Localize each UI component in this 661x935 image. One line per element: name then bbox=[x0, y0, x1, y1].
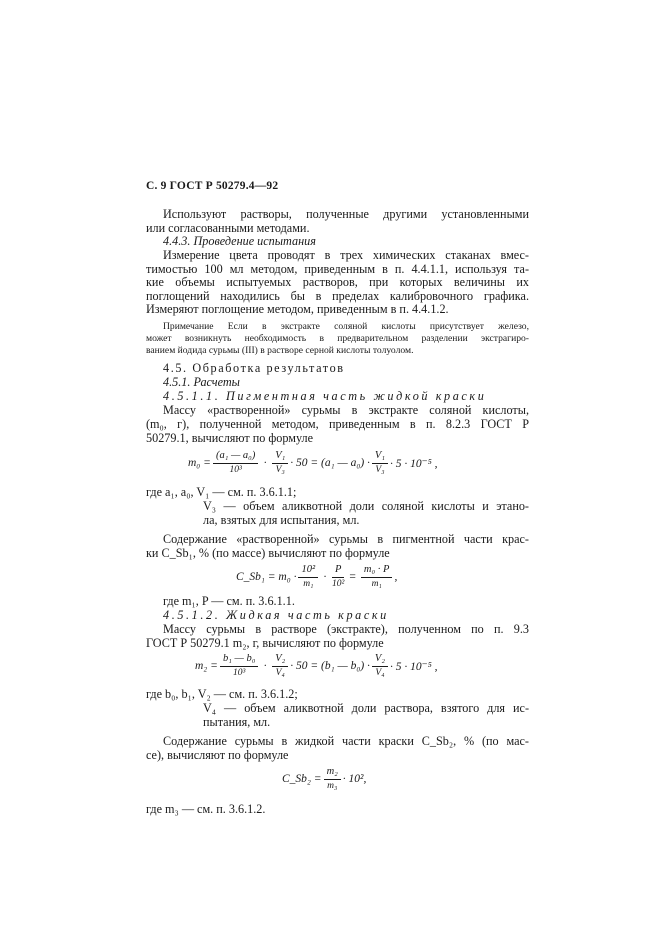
fraction-denominator: m₃ bbox=[327, 781, 338, 791]
formula-part: , bbox=[394, 571, 398, 583]
fraction-denominator: 10³ bbox=[232, 668, 246, 678]
formula-lhs: m₀ = bbox=[188, 457, 211, 469]
fraction bbox=[332, 564, 344, 590]
fraction-denominator: m₁ bbox=[371, 579, 382, 589]
formula-part: · 5 · 10⁻⁵ , bbox=[390, 458, 438, 470]
paragraph-line: где b₀, b₁, V₂ — см. п. 3.6.1.2; bbox=[146, 687, 298, 701]
section-heading: 4.4.3. Проведение испытания bbox=[163, 234, 316, 248]
fraction-denominator: V₃ bbox=[375, 465, 385, 475]
fraction bbox=[372, 450, 388, 476]
formula-lhs: C_Sb₂ = bbox=[282, 773, 322, 785]
fraction-numerator: V₂ bbox=[372, 653, 388, 667]
paragraph-line: Измеряют поглощение методом, приведенным в п. 4.4.1.2. bbox=[146, 302, 449, 316]
formula-part: · 50 = (b₁ — b₀) · bbox=[290, 660, 370, 672]
fraction bbox=[324, 766, 341, 792]
paragraph-line: где a₁, a₀, V₁ — см. п. 3.6.1.1; bbox=[146, 485, 297, 499]
note-line: может возникнуть необходимость в предварительном разделении экстрагиро- bbox=[146, 333, 529, 344]
paragraph-line: пытания, мл. bbox=[203, 715, 271, 729]
section-heading: 4.5.1.1. Пигментная часть жидкой краски bbox=[163, 389, 487, 403]
formula-lhs: C_Sb₁ = m₀ · bbox=[236, 571, 297, 583]
formula-part: · 10², bbox=[342, 773, 367, 785]
paragraph-line: Используют растворы, полученные другими установленными bbox=[163, 207, 529, 221]
fraction-denominator: V₄ bbox=[275, 668, 285, 678]
paragraph-line: где m₃ — см. п. 3.6.1.2. bbox=[146, 802, 266, 816]
paragraph-line: поглощений находились бы в пределах калибровочного графика. bbox=[146, 289, 529, 303]
paragraph-line: тимостью 100 мл методом, приведенным в п. 4.4.1.1, используя та- bbox=[146, 262, 529, 276]
operator: · bbox=[323, 571, 327, 583]
paragraph-line: Измерение цвета проводят в трех химических стаканах вмес- bbox=[163, 248, 529, 262]
fraction bbox=[372, 653, 388, 679]
fraction bbox=[361, 564, 393, 590]
formula-csb1 bbox=[236, 564, 397, 590]
fraction-numerator: V₁ bbox=[272, 450, 288, 464]
fraction-numerator: 10² bbox=[298, 564, 318, 578]
fraction-numerator: m₂ bbox=[324, 766, 341, 780]
fraction-denominator: V₄ bbox=[375, 668, 385, 678]
page-header: С. 9 ГОСТ Р 50279.4—92 bbox=[146, 180, 279, 192]
fraction-numerator: P bbox=[332, 564, 344, 578]
fraction-denominator: V₃ bbox=[275, 465, 285, 475]
note-line: ванием йодида сурьмы (III) в растворе серной кислоты толуолом. bbox=[146, 345, 414, 356]
fraction bbox=[272, 653, 288, 679]
formula-part: · 5 · 10⁻⁵ , bbox=[390, 661, 438, 673]
formula-csb2 bbox=[282, 766, 366, 792]
paragraph-line: се), вычисляют по формуле bbox=[146, 748, 289, 762]
section-heading: 4.5.1.2. Жидкая часть краски bbox=[163, 608, 389, 622]
fraction-numerator: V₂ bbox=[272, 653, 288, 667]
fraction-numerator: (a₁ — a₀) bbox=[213, 450, 258, 464]
fraction-denominator: 10³ bbox=[229, 465, 242, 475]
paragraph-line: V₄ — объем аликвотной доли раствора, взятого для ис- bbox=[203, 701, 529, 715]
formula-lhs: m₂ = bbox=[195, 660, 218, 672]
formula-m2 bbox=[195, 653, 437, 679]
operator: · bbox=[263, 660, 268, 672]
fraction-denominator: 10² bbox=[332, 579, 345, 589]
fraction-numerator: b₁ — b₀ bbox=[220, 653, 258, 667]
section-heading: 4.5. Обработка результатов bbox=[163, 361, 345, 375]
formula-m0 bbox=[188, 450, 437, 476]
paragraph-line: или согласованными методами. bbox=[146, 221, 310, 235]
paragraph-line: где m₁, P — см. п. 3.6.1.1. bbox=[163, 594, 295, 608]
paragraph-line: Содержание сурьмы в жидкой части краски C_Sb₂, % (по мас- bbox=[163, 734, 529, 748]
paragraph-line: ГОСТ Р 50279.1 m₂, г, вычисляют по формуле bbox=[146, 636, 384, 650]
fraction-denominator: m₁ bbox=[303, 579, 314, 589]
paragraph-line: кие объемы испытуемых растворов, при которых величины их bbox=[146, 275, 529, 289]
paragraph-line: Массу сурьмы в растворе (экстракте), полученном по п. 9.3 bbox=[163, 622, 529, 636]
paragraph-line: Содержание «растворенной» сурьмы в пигментной части крас- bbox=[163, 532, 529, 546]
paragraph-line: V₃ — объем аликвотной доли соляной кислоты и этано- bbox=[203, 499, 529, 513]
fraction bbox=[298, 564, 318, 590]
fraction bbox=[272, 450, 288, 476]
paragraph-line: 50279.1, вычисляют по формуле bbox=[146, 431, 314, 445]
paragraph-line: ки C_Sb₁, % (по массе) вычисляют по формуле bbox=[146, 546, 390, 560]
note-line: Примечание Если в экстракте соляной кислоты присутствует железо, bbox=[163, 321, 529, 332]
fraction bbox=[213, 450, 258, 476]
paragraph-line: ла, взятых для испытания, мл. bbox=[203, 513, 360, 527]
section-heading: 4.5.1. Расчеты bbox=[163, 375, 240, 389]
operator: · bbox=[263, 457, 268, 469]
fraction-numerator: V₁ bbox=[372, 450, 388, 464]
paragraph-line: Массу «растворенной» сурьмы в экстракте соляной кислоты, bbox=[163, 403, 529, 417]
operator: = bbox=[349, 571, 356, 583]
formula-part: · 50 = (a₁ — a₀) · bbox=[290, 457, 370, 469]
paragraph-line: (m₀, г), полученной методом, приведенным в п. 8.2.3 ГОСТ Р bbox=[146, 417, 529, 431]
fraction bbox=[220, 653, 258, 679]
fraction-numerator: m₀ · P bbox=[361, 564, 393, 578]
